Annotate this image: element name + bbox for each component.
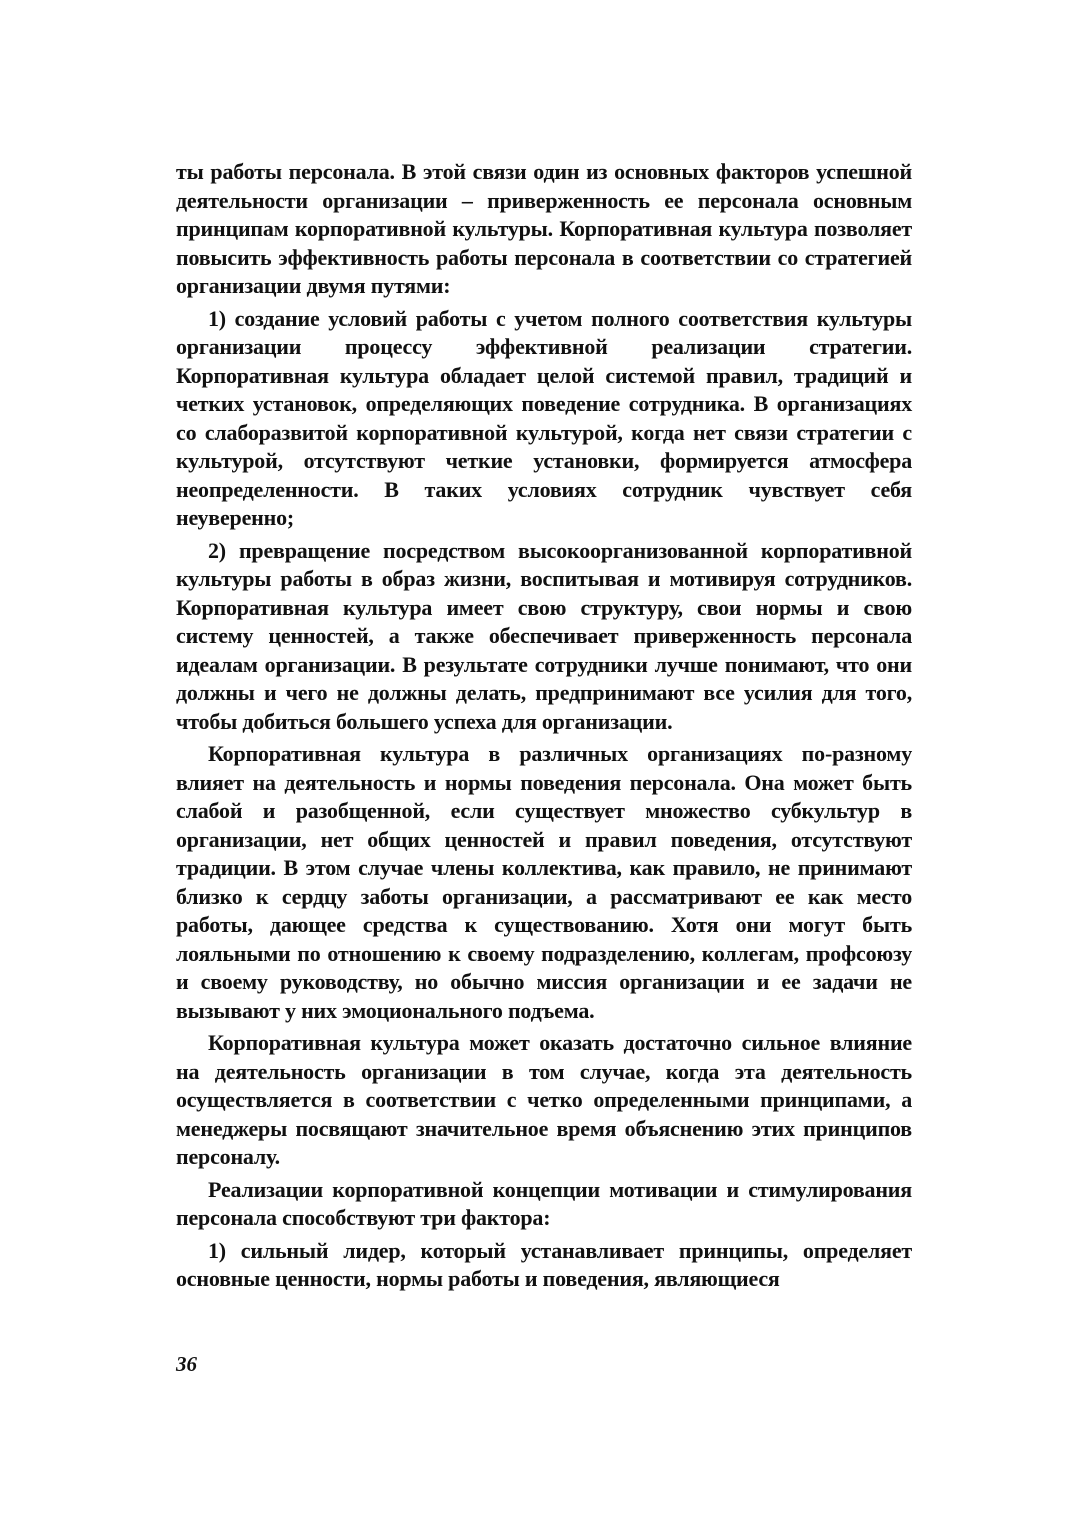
paragraph: Корпоративная культура может оказать достаточно сильное влияние на деятельность организации в том случае, когда эта деятельность осуществляется в соответствии с четко определенными принципами, а менеджеры посвящают значительное время объяснению этих принципов персоналу. bbox=[176, 1030, 912, 1169]
paragraph-factor-1: 1) сильный лидер, который устанавливает принципы, определяет основные ценности, нормы работы и поведения, являющиеся bbox=[176, 1237, 912, 1291]
paragraph-continuation: ты работы персонала. В этой связи один из основных факторов успешной деятельности организации – приверженность ее персонала основным принципам корпоративной культуры. Корпоративная культура позволяет повысить эффективность работы персонала в соответствии со стратегией организации двумя путями: bbox=[176, 159, 912, 298]
page-number: 36 bbox=[176, 1352, 197, 1376]
paragraph-item-2: 2) превращение посредством высокоорганизованной корпоративной культуры работы в образ жизни, воспитывая и мотивируя сотрудников. Корпоративная культура имеет свою структуру, свои нормы и свою систему ценностей, а также обеспечивает приверженность персонала идеалам организации. В результате сотрудники лучше понимают, что они должны и чего не должны делать, предпринимают все усилия для того, чтобы добиться большего успеха для организации. bbox=[176, 537, 912, 734]
body-text bbox=[176, 158, 912, 1294]
paragraph: Реализации корпоративной концепции мотивации и стимулирования персонала способствуют три фактора: bbox=[176, 1176, 912, 1230]
paragraph: Корпоративная культура в различных организациях по-разному влияет на деятельность и нормы поведения персонала. Она может быть слабой и разобщенной, если существует множество субкультур в организации, нет общих ценностей и правил поведения, отсутствуют традиции. В этом случае члены коллектива, как правило, не принимают близко к сердцу заботы организации, а рассматривают ее как место работы, дающее средства к существованию. Хотя они могут быть лояльными по отношению к своему подразделению, коллегам, профсоюзу и своему руководству, но обычно миссия организации и ее задачи не вызывают у них эмоционального подъема. bbox=[176, 741, 912, 1023]
paragraph-item-1: 1) создание условий работы с учетом полного соответствия культуры организации процессу эффективной реализации стратегии. Корпоративная культура обладает целой системой правил, традиций и четких установок, определяющих поведение сотрудника. В организациях со слаборазвитой корпоративной культурой, когда нет связи стратегии с культурой, отсутствуют четкие установки, формируется атмосфера неопределенности. В таких условиях сотрудник чувствует себя неуверенно; bbox=[176, 305, 912, 530]
